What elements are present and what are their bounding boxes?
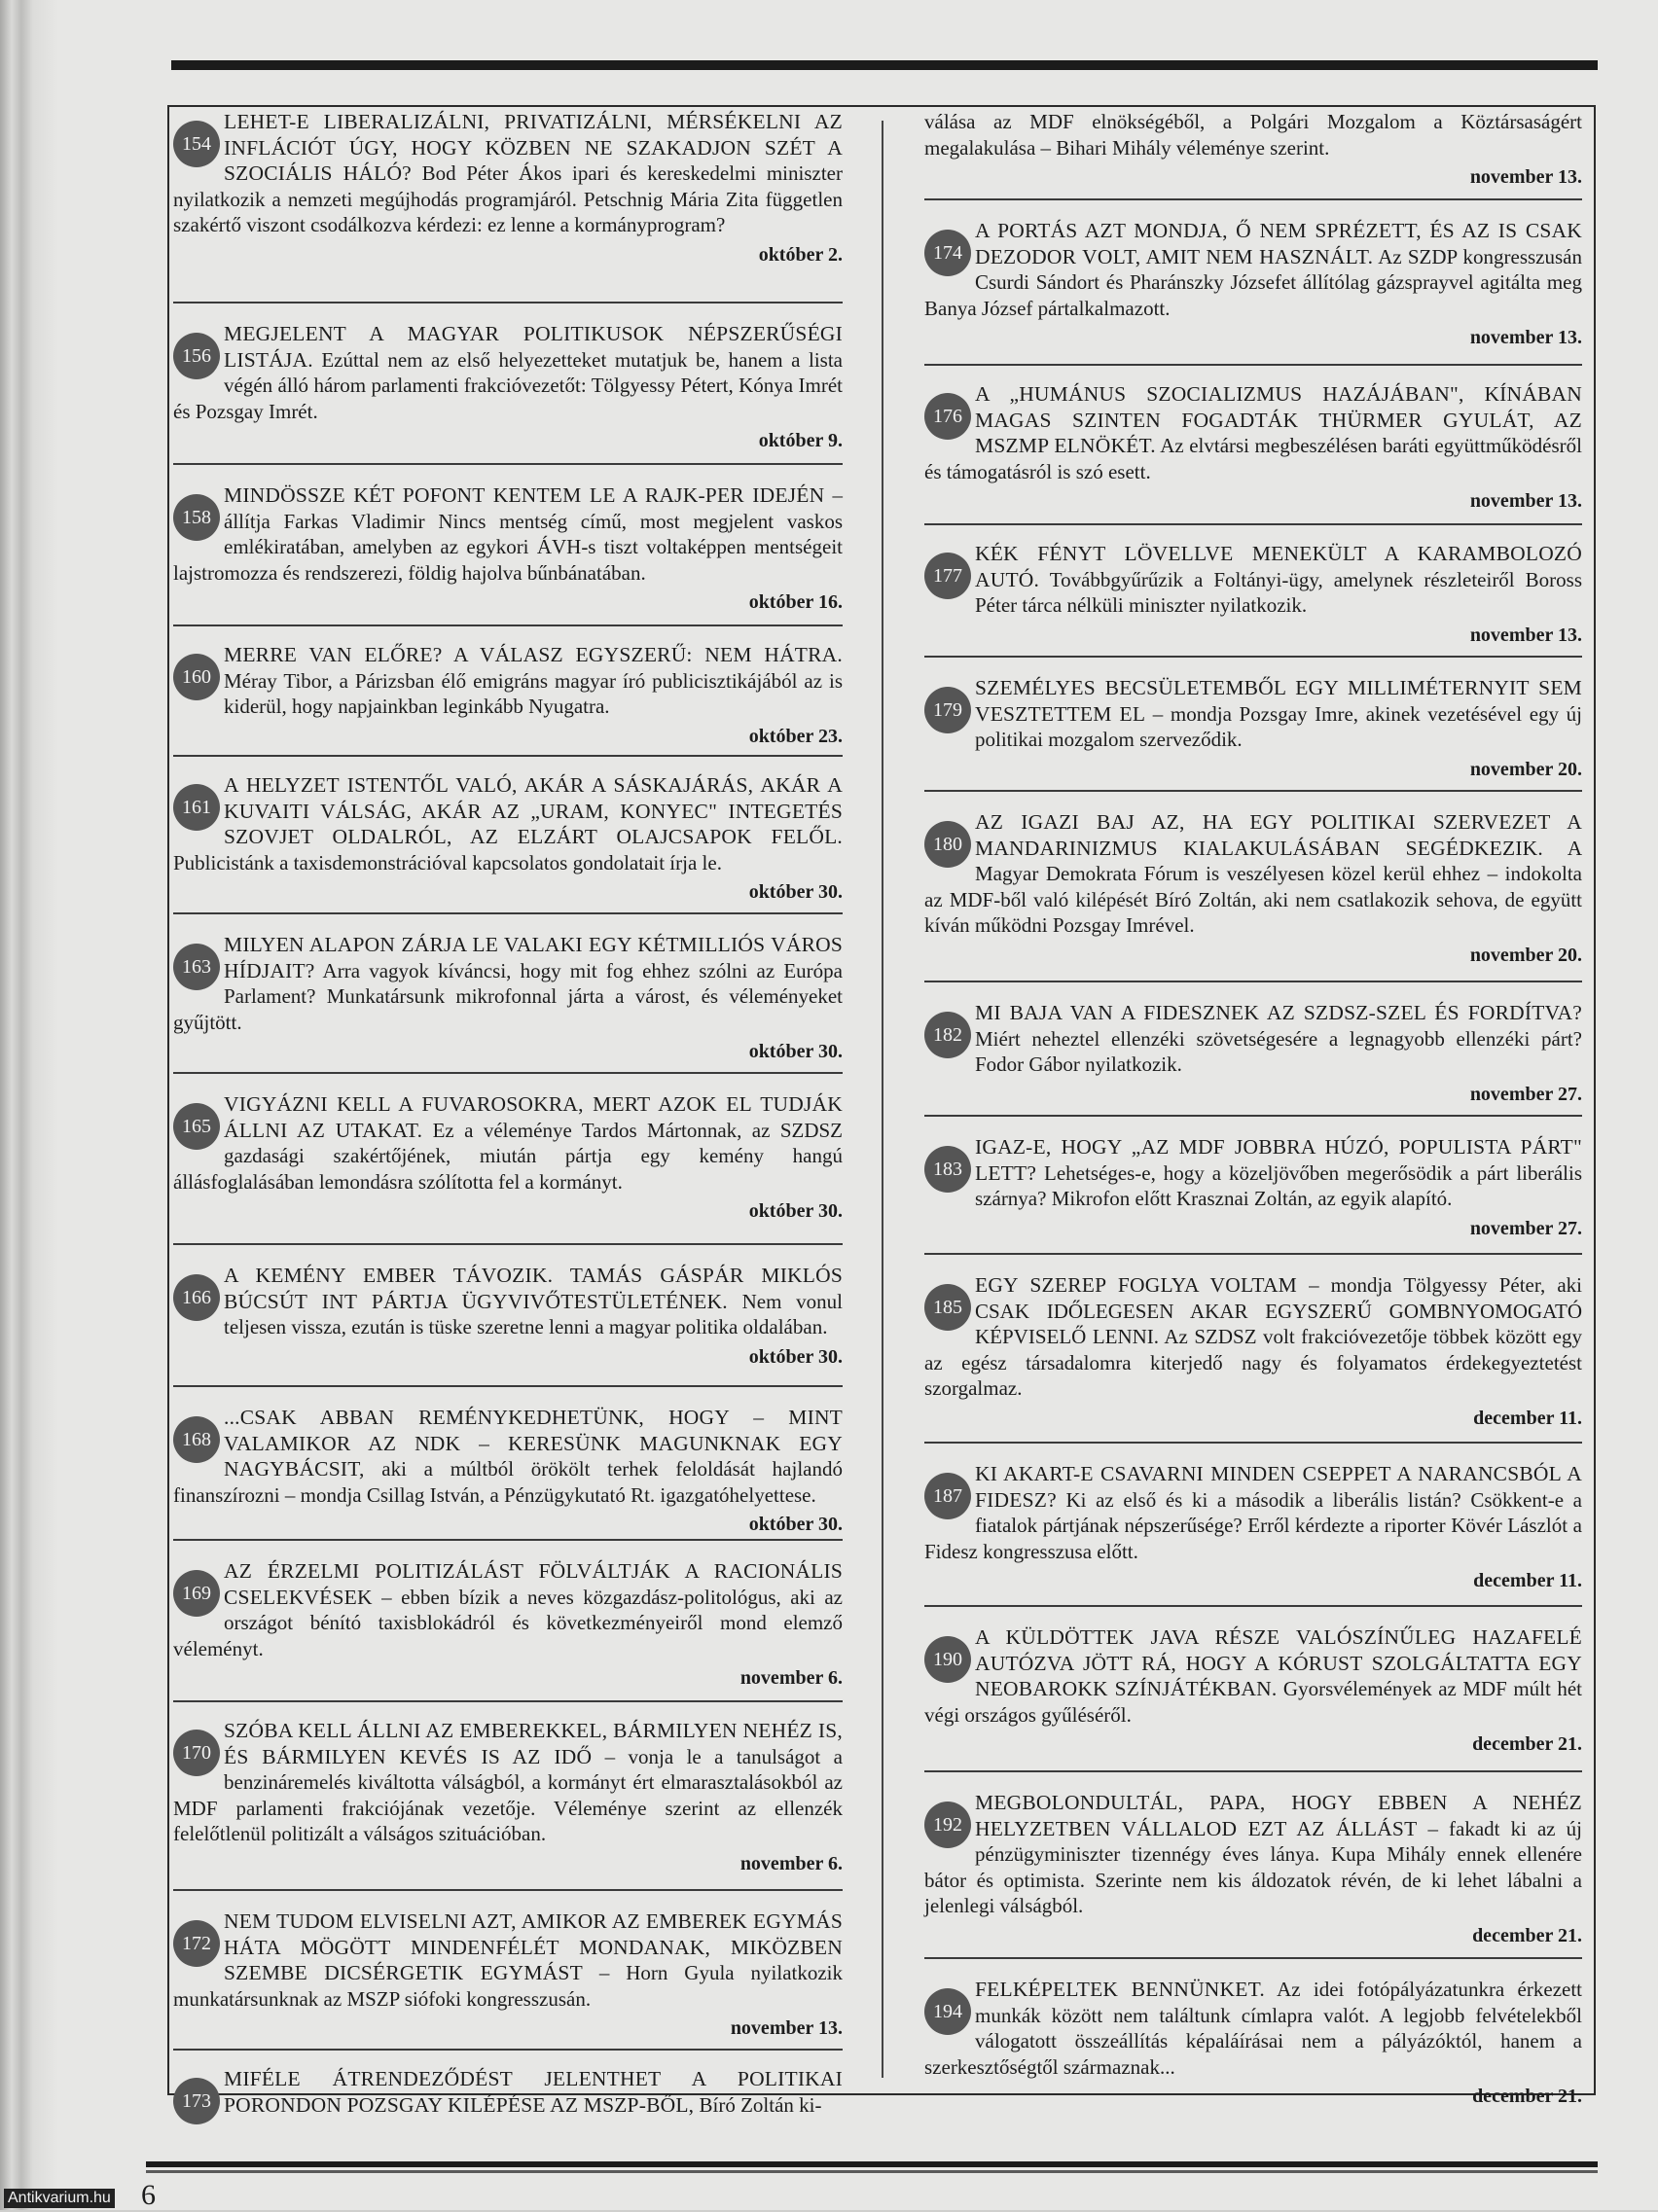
entry-body (924, 1790, 1582, 1919)
entry-separator (924, 198, 1582, 200)
entry-text: – fakadt ki az új pénzügyminiszter tizennégy éves lánya. Kupa Mihály ennek ellenére bátor és optimista. Szerinte nem kis áldozatok révén, de ki lehet lábalni a jelenlegi válságból. (924, 1816, 1582, 1917)
issue-number-badge: 165 (173, 1103, 220, 1150)
entry-date: november 27. (1469, 1217, 1582, 1239)
entry-headline: KÉK FÉNYT LÖVELLVE MENEKÜLT A KARAMBOLOZÓ AUTÓ. (975, 542, 1582, 591)
entry-body (173, 1718, 843, 1847)
issue-number-badge: 185 (924, 1284, 971, 1331)
page-stack-edge (0, 0, 58, 2210)
entry-separator (173, 912, 843, 914)
article-entry (924, 109, 1582, 191)
article-entry (924, 809, 1582, 968)
issue-number-badge: 173 (173, 2078, 220, 2124)
entry-date: október 30. (748, 1041, 843, 1062)
entry-headline: MINDÖSSZE KÉT POFONT KENTEM LE A RAJK-PER IDEJÉN (224, 483, 825, 507)
entry-headline: FELKÉPELTEK BENNÜNKET. (975, 1978, 1265, 2001)
entry-body (924, 1272, 1582, 1402)
entry-date: október 30. (748, 881, 843, 903)
entry-headline: KI AKART-E CSAVARNI MINDEN CSEPPET A NARANCSBÓL A FIDESZ? (975, 1462, 1582, 1512)
article-entry (173, 1909, 843, 2042)
entry-headline: AZ ÉRZELMI POLITIZÁLÁST FÖLVÁLTJÁK A RACIONÁLIS CSELEKVÉSEK (224, 1559, 843, 1609)
entry-date: november 20. (1469, 758, 1582, 780)
entry-text: A Magyar Demokrata Fórum is veszélyesen közel kerül ehhez – indokolta az MDF-ből való kilépését Bíró Zoltán, aki nem csatlakozik sehova, de együtt kíván működni Pozsgay Imrével. (924, 836, 1582, 937)
issue-number-badge: 166 (173, 1274, 220, 1321)
entry-body (173, 1405, 843, 1508)
entry-text: Az idei fotópályázatunkra érkezett munkák között nem találtunk címlapra valót. A legjobb felvételekből válogatott összeállítás képaláírásai nem a pályázóktól, hanem a szerkesztőségtől származnak... (924, 1978, 1583, 2079)
entry-date: november 6. (739, 1667, 843, 1689)
entry-text: – mondja Tölgyessy Péter, aki CSAK IDŐLEGESEN AKAR EGYSZERŰ GOMBNYOMOGATÓ KÉPVISELŐ LENNI. Az SZDSZ volt frakcióvezetője többek között egy az egész társadalomra kiterjedő nagy és folyamatos érdekegyeztetést szorgalmaz. (924, 1273, 1583, 1400)
issue-number-badge: 183 (924, 1146, 971, 1193)
article-entry (924, 541, 1582, 648)
issue-number-badge: 182 (924, 1012, 971, 1058)
entry-body (924, 675, 1582, 753)
entry-separator (173, 2049, 843, 2051)
entry-separator (173, 1072, 843, 1074)
article-entry (173, 482, 843, 616)
issue-number-badge: 190 (924, 1636, 971, 1683)
entry-headline: VIGYÁZNI KELL A FUVAROSOKRA, MERT AZOK EL TUDJÁK ÁLLNI AZ UTAKAT. (224, 1092, 843, 1142)
entry-date: december 21. (1472, 1924, 1582, 1946)
entry-headline: MEGJELENT A MAGYAR POLITIKUSOK NÉPSZERŰSÉGI LISTÁJA. (224, 322, 843, 372)
entry-date: november 13. (1469, 624, 1582, 646)
entry-separator (173, 1243, 843, 1245)
entry-body (173, 1558, 843, 1661)
issue-number-badge: 161 (173, 784, 220, 831)
issue-number-badge: 170 (173, 1730, 220, 1776)
entry-separator (173, 624, 843, 626)
entry-date: november 13. (1469, 166, 1582, 188)
entry-body (924, 1977, 1582, 2080)
entry-separator (173, 1700, 843, 1702)
article-entry (173, 932, 843, 1065)
entry-separator (924, 1605, 1582, 1607)
article-entry (173, 321, 843, 454)
entry-separator (173, 755, 843, 757)
entry-headline: MERRE VAN ELŐRE? A VÁLASZ EGYSZERŰ: NEM HÁTRA. (224, 643, 843, 666)
entry-date: október 16. (748, 591, 843, 613)
entry-separator (924, 1957, 1582, 1959)
entry-text: Ezúttal nem az első helyezetteket mutatjuk be, hanem a lista végén álló három parlamenti frakcióvezetőt: Tölgyessy Pétert, Kónya Imrét és Pozsgay Imrét. (173, 347, 843, 423)
entry-date: november 6. (739, 1852, 843, 1874)
entry-date: december 11. (1473, 1407, 1582, 1429)
article-entry (924, 1624, 1582, 1758)
entry-body (173, 2066, 843, 2118)
issue-number-badge: 169 (173, 1570, 220, 1617)
article-entry (173, 1091, 843, 1225)
entry-body (173, 772, 843, 875)
entry-separator (173, 1385, 843, 1387)
entry-text: – ebben bízik a neves közgazdász-politológus, aki az országot bénító taxisblokádról és következményeiről mond elemző véleményt. (173, 1585, 843, 1660)
entry-text: Arra vagyok kíváncsi, hogy mit fog ehhez szólni az Európa Parlament? Munkatársunk mikrofonnal járta a várost, és véleményeket gyűjtött. (173, 958, 843, 1034)
entry-text: Lehetséges-e, hogy a közeljövőben megerősödik a párt liberális szárnya? Mikrofon előtt Krasznai Zoltán, az egyik alapító. (975, 1160, 1582, 1210)
watermark: Antikvarium.hu (4, 2189, 115, 2208)
entry-separator (924, 364, 1582, 366)
entry-body (173, 932, 843, 1035)
entry-headline: A PORTÁS AZT MONDJA, Ő NEM SPRÉZETT, ÉS AZ IS CSAK DEZODOR VOLT, AMIT NEM HASZNÁLT. (975, 219, 1582, 268)
entry-body (924, 1000, 1582, 1078)
entry-text: Gyorsvélemények az MDF múlt hét végi országos gyűléséről. (924, 1677, 1582, 1727)
article-entry (924, 218, 1582, 351)
entry-body (924, 1461, 1582, 1564)
entry-date: október 30. (748, 1200, 843, 1222)
entry-body (924, 1134, 1582, 1212)
entry-text: Publicistánk a taxisdemonstrációval kapcsolatos gondolatait írja le. (173, 850, 722, 874)
entry-text: – Horn Gyula nyilatkozik munkatársunknak az MSZP siófoki kongresszusán. (173, 1961, 844, 2011)
bottom-rule-thin (146, 2170, 1598, 2173)
issue-number-badge: 168 (173, 1416, 220, 1463)
entry-body (924, 109, 1582, 161)
entry-date: október 9. (758, 430, 843, 451)
issue-number-badge: 187 (924, 1473, 971, 1519)
entry-text: – mondja Pozsgay Imre, akinek vezetésével egy új politikai mozgalom szerveződik. (975, 701, 1582, 751)
entry-body (173, 482, 843, 586)
entry-headline: LEHET-E LIBERALIZÁLNI, PRIVATIZÁLNI, MÉRSÉKELNI AZ INFLÁCIÓT ÚGY, HOGY KÖZBEN NE SZAKADJON SZÉT A SZOCIÁLIS HÁLÓ? (224, 110, 843, 185)
entry-body (173, 1909, 843, 2012)
entry-separator (173, 302, 843, 303)
entry-date: november 13. (1469, 490, 1582, 512)
top-rule (171, 60, 1598, 70)
entry-date: november 20. (1469, 944, 1582, 966)
entry-headline: A KEMÉNY EMBER TÁVOZIK. TAMÁS GÁSPÁR MIKLÓS BÚCSÚT INT PÁRTJA ÜGYVIVŐTESTÜLETÉNEK. (224, 1264, 843, 1313)
entry-separator (924, 1770, 1582, 1772)
entry-headline: AZ IGAZI BAJ AZ, HA EGY POLITIKAI SZERVEZET A MANDARINIZMUS KIALAKULÁSÁBAN SEGÉDKEZIK. (975, 810, 1582, 860)
entry-text: – állítja Farkas Vladimir Nincs mentség című, most megjelent vaskos emlékiratában, amelyben az egykori ÁVH-s tiszt voltaképpen mentségeit lajstromozza és rendszerezi, földig hajolva bűnbánatában. (173, 483, 844, 585)
article-entry (924, 1461, 1582, 1594)
entry-headline: EGY SZEREP FOGLYA VOLTAM (975, 1273, 1297, 1297)
entry-headline: MEGBOLONDULTÁL, PAPA, HOGY EBBEN A NEHÉZ HELYZETBEN VÁLLALOD EZT AZ ÁLLÁST (975, 1791, 1582, 1840)
entry-text: Miért neheztel ellenzéki szövetségesére a legnagyobb ellenzéki párt? Fodor Gábor nyilatkozik. (975, 1026, 1582, 1076)
issue-number-badge: 179 (924, 687, 971, 733)
article-entry (173, 2066, 843, 2124)
article-entry (924, 1134, 1582, 1241)
page-number: 6 (141, 2179, 156, 2211)
entry-separator (924, 790, 1582, 792)
issue-number-badge: 177 (924, 553, 971, 599)
article-entry (924, 1977, 1582, 2110)
entry-text: Bod Péter Ákos ipari és kereskedelmi miniszter nyilatkozik a nemzeti megújhodás programjáról. Petschnig Mária Zita független szakértő viszont csodálkozva kérdezi: ez lenne a kormányprogram? (173, 161, 843, 236)
entry-headline: A KÜLDÖTTEK JAVA RÉSZE VALÓSZÍNŰLEG HAZAFELÉ AUTÓZVA JÖTT RÁ, HOGY A KÓRUST SZOLGÁLTATTA EGY NEOBAROKK SZÍNJÁTÉKBAN. (975, 1625, 1582, 1700)
issue-number-badge: 180 (924, 821, 971, 868)
entry-body (924, 1624, 1582, 1728)
article-entry (924, 675, 1582, 782)
article-entry (173, 1718, 843, 1876)
entry-separator (173, 1539, 843, 1541)
issue-number-badge: 192 (924, 1802, 971, 1848)
entry-date: október 30. (748, 1345, 843, 1368)
entry-text: Az elvtársi megbeszélésen baráti együttműködésről és támogatásról is szó esett. (924, 434, 1582, 483)
entry-text: Továbbgyűrűzik a Foltányi-ügy, amelynek részleteiről Boross Péter tárca nélküli miniszter nyilatkozik. (975, 567, 1582, 617)
entry-body (173, 1091, 843, 1195)
entry-text: Az SZDP kongresszusán Csurdi Sándort és Pharánszky Józsefet állítólag gázsprayvel agitálta meg Banya József pártalkalmazott. (924, 244, 1582, 320)
entry-text: aki a múltból örökölt terhek feloldását hajlandó finanszírozni – mondja Csillag István, a Pénzügykutató Rt. igazgatóhelyettese. (173, 1457, 843, 1507)
issue-number-badge: 176 (924, 393, 971, 440)
entry-text: Ki az első és ki a második a liberális listán? Csökkent-e a fiatalok pártjának népszerűsége? Erről kérdezte a riporter Kövér Lászlót a Fidesz kongresszusa előtt. (924, 1487, 1582, 1563)
entry-date: október 30. (748, 1514, 843, 1535)
article-entry (173, 642, 843, 749)
issue-number-badge: 154 (173, 121, 220, 167)
issue-number-badge: 172 (173, 1920, 220, 1967)
entry-date: december 11. (1473, 1570, 1582, 1591)
entry-headline: MIFÉLE ÁTRENDEZŐDÉST JELENTHET A POLITIKAI PORONDON POZSGAY KILÉPÉSE AZ MSZP-BŐL, (224, 2067, 843, 2117)
issue-number-badge: 194 (924, 1988, 971, 2035)
entry-headline: NEM TUDOM ELVISELNI AZT, AMIKOR AZ EMBEREK EGYMÁS HÁTA MÖGÖTT MINDENFÉLÉT MONDANAK, MIKÖZBEN SZEMBE DICSÉRGETIK EGYMÁST (224, 1909, 843, 1984)
issue-number-badge: 174 (924, 230, 971, 276)
article-entry (173, 1558, 843, 1692)
entry-body (924, 809, 1582, 939)
entry-separator (173, 1889, 843, 1891)
entry-text: Méray Tibor, a Párizsban élő emigráns magyar író publicisztikájából az is kiderül, hogy napjainkban leginkább Nyugatra. (224, 668, 843, 718)
entry-separator (924, 656, 1582, 658)
entry-headline: SZEMÉLYES BECSÜLETEMBŐL EGY MILLIMÉTERNYIT SEM VESZTETTEM EL (975, 676, 1582, 726)
article-entry (924, 1272, 1582, 1431)
entry-date: december 21. (1472, 2086, 1582, 2107)
entry-date: november 27. (1469, 1083, 1582, 1105)
entry-text: Nem vonul teljesen vissza, ezután is tüske szeretne lenni a magyar politika oldalában. (224, 1289, 843, 1338)
entry-separator (924, 981, 1582, 982)
issue-number-badge: 156 (173, 333, 220, 379)
entry-body (173, 109, 843, 238)
entry-separator (924, 523, 1582, 525)
entry-separator (924, 1115, 1582, 1117)
entry-body (924, 541, 1582, 619)
article-entry (173, 772, 843, 906)
entry-separator (924, 1253, 1582, 1255)
entry-date: október 2. (758, 243, 843, 266)
entry-body (173, 642, 843, 720)
entry-date: december 21. (1472, 1733, 1582, 1755)
bottom-rule (146, 2161, 1598, 2167)
entry-body (173, 1263, 843, 1340)
issue-number-badge: 158 (173, 494, 220, 541)
article-entry (924, 381, 1582, 515)
entry-separator (173, 463, 843, 465)
entry-date: október 23. (748, 725, 843, 747)
article-entry (173, 109, 843, 268)
entry-body (924, 381, 1582, 484)
entry-text: Bíró Zoltán ki- (694, 2092, 822, 2117)
issue-number-badge: 163 (173, 944, 220, 990)
entry-text: Ez a véleménye Tardos Mártonnak, az SZDSZ gazdasági szakértőjének, miután pártja egy kemény hangú állásfoglalásában lemondásra szólította fel a kormányt. (173, 1118, 843, 1194)
entry-text: válása az MDF elnökségéből, a Polgári Mozgalom a Köztársaságért megalakulása – Bihari Mihály véleménye szerint. (924, 110, 1582, 160)
article-entry (173, 1263, 843, 1370)
entry-headline: ...CSAK ABBAN REMÉNYKEDHETÜNK, HOGY – MINT VALAMIKOR AZ NDK – KERESÜNK MAGUNKNAK EGY NAGYBÁCSIT, (224, 1406, 843, 1481)
entry-body (924, 218, 1582, 321)
entry-headline: IGAZ-E, HOGY „AZ MDF JOBBRA HÚZÓ, POPULISTA PÁRT" LETT? (975, 1135, 1582, 1185)
entry-headline: SZÓBA KELL ÁLLNI AZ EMBEREKKEL, BÁRMILYEN NEHÉZ IS, ÉS BÁRMILYEN KEVÉS IS AZ IDŐ (224, 1719, 843, 1768)
entry-separator (924, 1442, 1582, 1444)
article-entry (924, 1790, 1582, 1948)
issue-number-badge: 160 (173, 654, 220, 700)
article-entry (173, 1405, 843, 1538)
entry-headline: A „HUMÁNUS SZOCIALIZMUS HAZÁJÁBAN", KÍNÁBAN MAGAS SZINTEN FOGADTÁK THÜRMER GYULÁT, AZ MSZMP ELNÖKÉT. (975, 382, 1582, 457)
entry-date: november 13. (730, 2017, 843, 2039)
entry-headline: MI BAJA VAN A FIDESZNEK AZ SZDSZ-SZEL ÉS FORDÍTVA? (975, 1001, 1582, 1024)
article-entry (924, 1000, 1582, 1107)
entry-body (173, 321, 843, 424)
entry-headline: MILYEN ALAPON ZÁRJA LE VALAKI EGY KÉTMILLIÓS VÁROS HÍDJAIT? (224, 933, 843, 982)
entry-text: – vonja le a tanulságot a benzináremelés kiváltotta válságból, a kormányt ért elmarasztalásokból az MDF parlamenti frakciójának vezetője. Véleménye szerint az ellenzék felelőtlenül politizált a válságos szituációban. (173, 1744, 843, 1845)
entry-date: november 13. (1469, 327, 1582, 348)
entry-headline: A HELYZET ISTENTŐL VALÓ, AKÁR A SÁSKAJÁRÁS, AKÁR A KUVAITI VÁLSÁG, AKÁR AZ „URAM, KONYEC" INTEGETÉS SZOVJET OLDALRÓL, AZ ELZÁRT OLAJCSAPOK FELŐL. (224, 773, 843, 848)
column-divider (882, 121, 883, 2078)
